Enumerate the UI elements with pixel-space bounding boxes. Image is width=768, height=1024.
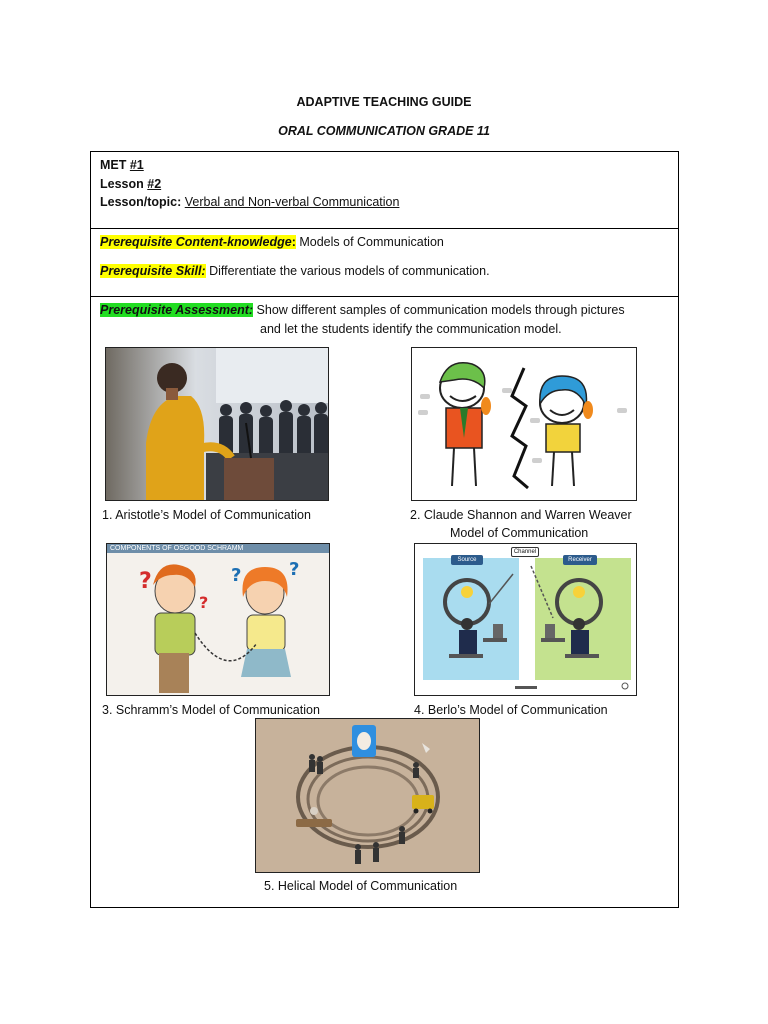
content-knowledge-label: Prerequisite Content-knowledge — [100, 235, 292, 249]
assessment-label: Prerequisite Assessment: — [100, 303, 254, 317]
content-knowledge-line — [100, 235, 444, 249]
schramm-caption: 3. Schramm’s Model of Communication — [102, 703, 320, 717]
lesson-value: #2 — [147, 177, 162, 191]
topic-line — [100, 195, 399, 209]
lesson-table — [90, 151, 679, 908]
assessment-row — [91, 297, 678, 907]
berlo-channel-label: Channel — [511, 547, 539, 557]
berlo-source-label: Source — [451, 555, 483, 565]
assessment-text-1: Show different samples of communication models through pictures — [253, 303, 625, 317]
schramm-banner: COMPONENTS OF OSGOOD SCHRAMM — [107, 544, 330, 553]
svg-text:?: ? — [231, 565, 242, 586]
content-knowledge-colon: : — [291, 235, 296, 249]
met-label: MET — [100, 158, 130, 172]
assessment-line — [100, 303, 625, 317]
berlo-model-image — [414, 543, 637, 696]
skill-line — [100, 264, 490, 278]
lesson-info-row — [91, 152, 678, 229]
svg-text:?: ? — [289, 559, 300, 580]
document-subtitle: ORAL COMMUNICATION GRADE 11 — [278, 124, 490, 138]
met-line — [100, 158, 144, 172]
met-value: #1 — [129, 158, 144, 172]
svg-text:?: ? — [199, 593, 209, 612]
aristotle-model-image — [105, 347, 329, 501]
helical-caption: 5. Helical Model of Communication — [264, 879, 458, 893]
shannon-weaver-model-image — [411, 347, 637, 501]
shannon-weaver-caption-2: Model of Communication — [450, 526, 589, 540]
skill-value: Differentiate the various models of communication. — [205, 264, 490, 278]
document-title: ADAPTIVE TEACHING GUIDE — [296, 95, 472, 109]
lesson-line — [100, 177, 161, 191]
topic-label: Lesson/topic: — [100, 195, 185, 209]
skill-label: Prerequisite Skill: — [100, 264, 206, 278]
aristotle-caption: 1. Aristotle’s Model of Communication — [102, 508, 311, 522]
shannon-weaver-caption-1: 2. Claude Shannon and Warren Weaver — [410, 508, 632, 522]
assessment-text-2: and let the students identify the communication model. — [260, 322, 562, 336]
topic-value: Verbal and Non-verbal Communication — [184, 195, 400, 209]
helical-model-image — [255, 718, 480, 873]
lesson-label: Lesson — [100, 177, 148, 191]
schramm-model-image — [106, 543, 330, 696]
berlo-receiver-label: Receiver — [563, 555, 597, 565]
svg-text:?: ? — [139, 569, 152, 594]
prerequisite-row — [91, 229, 678, 297]
content-knowledge-value: Models of Communication — [295, 235, 444, 249]
berlo-caption: 4. Berlo’s Model of Communication — [414, 703, 608, 717]
